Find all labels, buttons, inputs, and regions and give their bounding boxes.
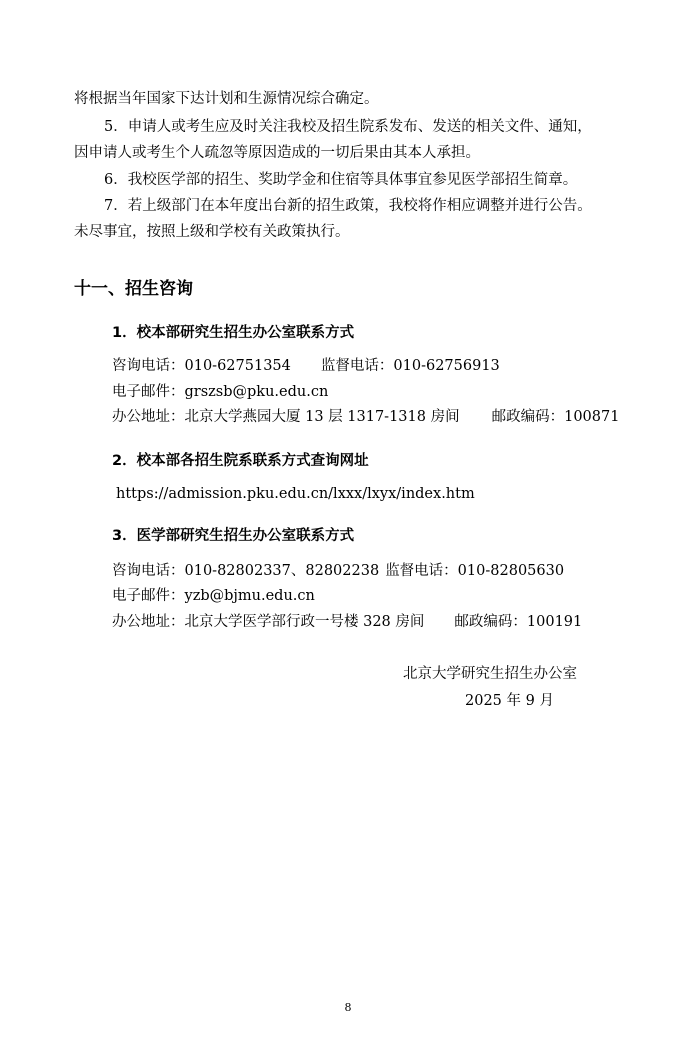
consult-phone: 咨询电话：010-62751354 [112, 358, 291, 374]
consult-phone: 咨询电话：010-82802337、82802238 [112, 563, 380, 579]
contact-email: 电子邮件：grszsb@pku.edu.cn [112, 384, 329, 400]
supervision-phone: 监督电话：010-62756913 [320, 358, 500, 374]
subsection-heading: 3．医学部研究生招生办公室联系方式 [112, 528, 355, 544]
postcode: 邮政编码：100871 [491, 409, 620, 425]
contact-address-line [112, 612, 582, 632]
signature-office: 北京大学研究生招生办公室 [403, 666, 577, 682]
contact-phone-line [112, 356, 500, 376]
office-address: 办公地址：北京大学燕园大厦 13 层 1317-1318 房间 [112, 409, 460, 425]
page-number: 8 [344, 1001, 352, 1014]
department-contacts-url: https://admission.pku.edu.cn/lxxx/lxyx/index.htm [116, 486, 475, 502]
contact-email: 电子邮件：yzb@bjmu.edu.cn [112, 588, 315, 604]
signature-date: 2025 年 9 月 [465, 693, 554, 709]
paragraph-line: 7．若上级部门在本年度出台新的招生政策，我校将作相应调整并进行公告。 [104, 198, 592, 214]
subsection-heading: 1．校本部研究生招生办公室联系方式 [112, 325, 355, 341]
postcode: 邮政编码：100191 [454, 614, 583, 630]
paragraph-line: 6．我校医学部的招生、奖助学金和住宿等具体事宜参见医学部招生简章。 [104, 172, 578, 188]
contact-address-line [112, 407, 619, 427]
paragraph-line: 因申请人或考生个人疏忽等原因造成的一切后果由其本人承担。 [74, 145, 480, 161]
paragraph-line: 未尽事宜，按照上级和学校有关政策执行。 [74, 224, 350, 240]
contact-phone-line [112, 561, 564, 581]
paragraph-line: 5．申请人或考生应及时关注我校及招生院系发布、发送的相关文件、通知， [104, 119, 592, 135]
office-address: 办公地址：北京大学医学部行政一号楼 328 房间 [112, 614, 425, 630]
paragraph-line: 将根据当年国家下达计划和生源情况综合确定。 [74, 91, 379, 107]
subsection-heading: 2．校本部各招生院系联系方式查询网址 [112, 453, 369, 469]
supervision-phone: 监督电话：010-82805630 [385, 563, 565, 579]
section-heading: 十一、招生咨询 [74, 279, 193, 299]
